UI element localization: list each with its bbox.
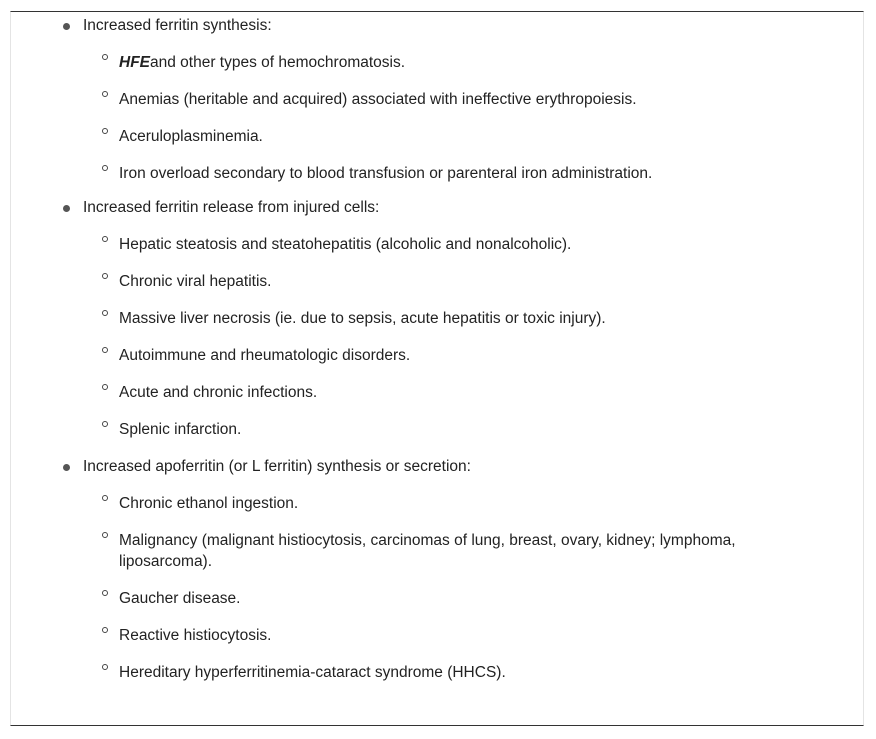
circle-bullet-icon: [102, 421, 108, 427]
group-label: Increased apoferritin (or L ferritin) synthesis or secretion:: [83, 458, 471, 475]
circle-bullet-icon: [102, 627, 108, 633]
cause-group: [11, 456, 865, 683]
item-text: Iron overload secondary to blood transfusion or parenteral iron administration.: [119, 165, 653, 182]
list-item: [83, 382, 865, 403]
list-item: [83, 493, 865, 514]
item-text: Aceruloplasminemia.: [119, 128, 263, 145]
list-item: [83, 89, 865, 110]
circle-bullet-icon: [102, 532, 108, 538]
circle-bullet-icon: [102, 128, 108, 134]
group-label: Increased ferritin synthesis:: [83, 17, 272, 34]
circle-bullet-icon: [102, 54, 108, 60]
item-text: Acute and chronic infections.: [119, 384, 318, 401]
list-item: [83, 345, 865, 366]
cause-list: [11, 12, 865, 683]
list-item: [83, 126, 865, 147]
item-text: Reactive histiocytosis.: [119, 627, 272, 644]
list-item: [83, 163, 865, 184]
sub-list: [83, 52, 865, 184]
gene-name: HFE: [119, 54, 150, 71]
list-item: [83, 625, 865, 646]
disc-bullet-icon: [63, 464, 70, 471]
list-item: [83, 419, 865, 440]
circle-bullet-icon: [102, 236, 108, 242]
item-text: Hereditary hyperferritinemia-cataract syndrome (HHCS).: [119, 664, 506, 681]
item-text: Autoimmune and rheumatologic disorders.: [119, 347, 411, 364]
list-item: [83, 662, 865, 683]
circle-bullet-icon: [102, 495, 108, 501]
circle-bullet-icon: [102, 347, 108, 353]
list-item: [83, 234, 865, 255]
group-label: Increased ferritin release from injured cells:: [83, 199, 380, 216]
circle-bullet-icon: [102, 91, 108, 97]
disc-bullet-icon: [63, 23, 70, 30]
circle-bullet-icon: [102, 310, 108, 316]
cause-group: [11, 15, 865, 184]
circle-bullet-icon: [102, 273, 108, 279]
item-text: Anemias (heritable and acquired) associated with ineffective erythropoiesis.: [119, 91, 637, 108]
cause-group: [11, 197, 865, 440]
item-text: Chronic ethanol ingestion.: [119, 495, 299, 512]
item-text: Massive liver necrosis (ie. due to sepsis, acute hepatitis or toxic injury).: [119, 310, 606, 327]
item-text: Chronic viral hepatitis.: [119, 273, 272, 290]
sub-list: [83, 234, 865, 440]
content-frame: [10, 11, 864, 726]
disc-bullet-icon: [63, 205, 70, 212]
list-item: [83, 530, 865, 572]
list-item: [83, 308, 865, 329]
item-text: Hepatic steatosis and steatohepatitis (alcoholic and nonalcoholic).: [119, 236, 572, 253]
circle-bullet-icon: [102, 590, 108, 596]
list-item: [83, 271, 865, 292]
circle-bullet-icon: [102, 384, 108, 390]
circle-bullet-icon: [102, 165, 108, 171]
list-item: [83, 52, 865, 73]
sub-list: [83, 493, 865, 683]
item-text: Gaucher disease.: [119, 590, 241, 607]
list-item: [83, 588, 865, 609]
item-text: and other types of hemochromatosis.: [150, 54, 406, 71]
item-text: Malignancy (malignant histiocytosis, carcinomas of lung, breast, ovary, kidney; lymphoma, liposarcoma).: [119, 532, 736, 570]
item-text: Splenic infarction.: [119, 421, 242, 438]
circle-bullet-icon: [102, 664, 108, 670]
